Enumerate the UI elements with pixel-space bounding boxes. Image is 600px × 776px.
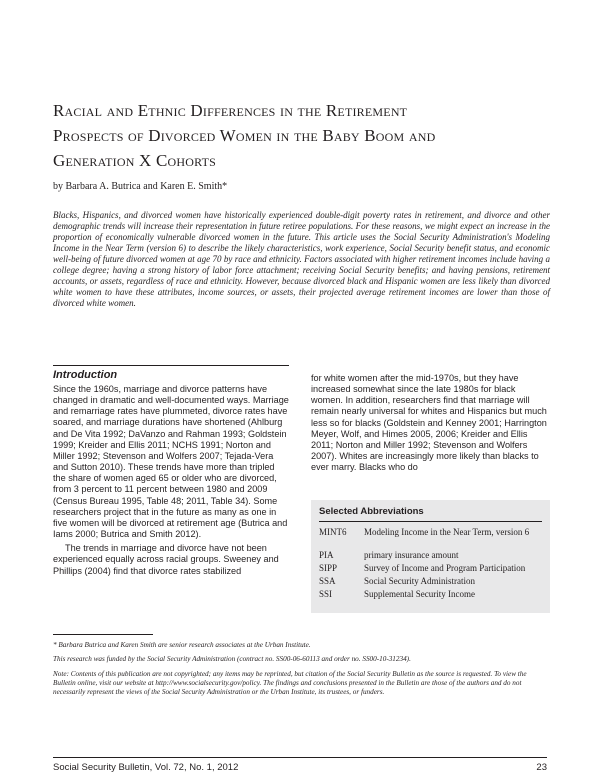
footer-rule (53, 757, 547, 758)
footnote-note: Note: Contents of this publication are not copyrighted; any items may be reprinted, but citation of the Social Security Bulletin as the source is requested. To view the Bulletin online, visit our website at http://www.socialsecurity.gov/policy. The findings and conclusions presented in the Bulletin are those of the authors and do not necessarily represent the views of the Social Security Administration or the Urban Institute, its trustees, or funders. (53, 669, 527, 697)
page-number: 23 (536, 762, 547, 773)
abbreviations-box (311, 500, 550, 613)
abbreviation-term: PIA (319, 550, 334, 560)
title-line-3: Generation X Cohorts (53, 151, 217, 170)
left-column (53, 384, 289, 577)
abbreviations-title: Selected Abbreviations (319, 506, 424, 517)
footnote-rule (53, 634, 153, 635)
abbreviation-term: MINT6 (319, 527, 347, 537)
page-footer (53, 762, 547, 773)
abbreviation-meaning: Social Security Administration (364, 576, 475, 586)
abbreviation-meaning: Supplemental Security Income (364, 589, 475, 599)
abbreviation-term: SSA (319, 576, 336, 586)
footnote-funding: This research was funded by the Social Security Administration (contract no. SS00-06-60113 and order no. SS00-10-31234). (53, 655, 411, 664)
abbreviation-meaning: Survey of Income and Program Participation (364, 563, 526, 573)
intro-paragraph-1: Since the 1960s, marriage and divorce patterns have changed in dramatic and well-documented ways. Marriage and remarriage rates have plummeted, divorce rates have soared, and marriage durations have shortened (Ahlburg and De Vita 1992; DaVanzo and Rahman 1993; Goldstein 1999; Kreider and Ellis 2011; NCHS 1991; Norton and Miller 1992; Stevenson and Wolfers 2007; Tejada-Vera and Sutton 2010). These trends have more than tripled the share of women aged 65 or older who are divorced, from 3 percent to 11 percent between 1980 and 2009 (Census Bureau 1995, Table 48; 2011, Table 34). Some researchers project that in the future as many as one in five women will be divorced at retirement age (Butrica and Iams 2000; Butrica and Smith 2012). (53, 384, 289, 540)
article-title (53, 98, 553, 173)
abstract: Blacks, Hispanics, and divorced women have historically experienced double-digit poverty rates in retirement, and divorce and other demographic trends will increase their representation in future retiree populations. For these reasons, we might expect an increase in the proportion of economically vulnerable divorced women in the future. This article uses the Social Security Administration's Modeling Income in the Near Term (version 6) to describe the likely characteristics, work experience, Social Security benefit status, and economic well-being of future divorced women at age 70 by race and ethnicity. Factors associated with higher retirement incomes include having a college degree; having a strong history of labor force attachment; receiving Social Security benefits; and having pensions, retirement accounts, or assets, regardless of race and ethnicity. However, because divorced black and Hispanic women are less likely than divorced white women to have these attributes, income sources, or assets, their projected average retirement incomes are lower than those of divorced white women. (53, 210, 550, 309)
intro-paragraph-2: The trends in marriage and divorce have not been experienced equally across racial groups. Sweeney and Phillips (2004) find that divorce rates stabilized (53, 543, 279, 576)
title-line-1: Racial and Ethnic Differences in the Retirement (53, 101, 408, 120)
section-rule (53, 365, 289, 366)
footnote-authors: * Barbara Butrica and Karen Smith are senior research associates at the Urban Institute. (53, 641, 311, 649)
section-heading-introduction: Introduction (53, 369, 118, 381)
abbreviations-rule (319, 521, 542, 522)
abbreviation-term: SSI (319, 589, 333, 599)
intro-paragraph-3: for white women after the mid-1970s, but they have increased somewhat since the late 1980s for black women. In addition, researchers find that marriage will remain nearly universal for whites and Hispanics but much less so for blacks (Goldstein and Kenney 2001; Harrington Meyer, Wolf, and Himes 2005, 2006; Kreider and Ellis 2011; Norton and Miller 1992; Stevenson and Wolfers 2007). Whites are increasingly more likely than blacks to ever marry. Blacks who do (311, 373, 547, 473)
footnotes (53, 641, 550, 702)
title-line-2: Prospects of Divorced Women in the Baby Boom and (53, 126, 436, 145)
abbreviation-meaning: Modeling Income in the Near Term, version 6 (364, 527, 530, 537)
right-column (311, 373, 547, 473)
abbreviation-meaning: primary insurance amount (364, 550, 459, 560)
journal-citation: Social Security Bulletin, Vol. 72, No. 1, 2012 (53, 762, 239, 773)
byline: by Barbara A. Butrica and Karen E. Smith* (53, 181, 228, 192)
abbreviation-term: SIPP (319, 563, 338, 573)
